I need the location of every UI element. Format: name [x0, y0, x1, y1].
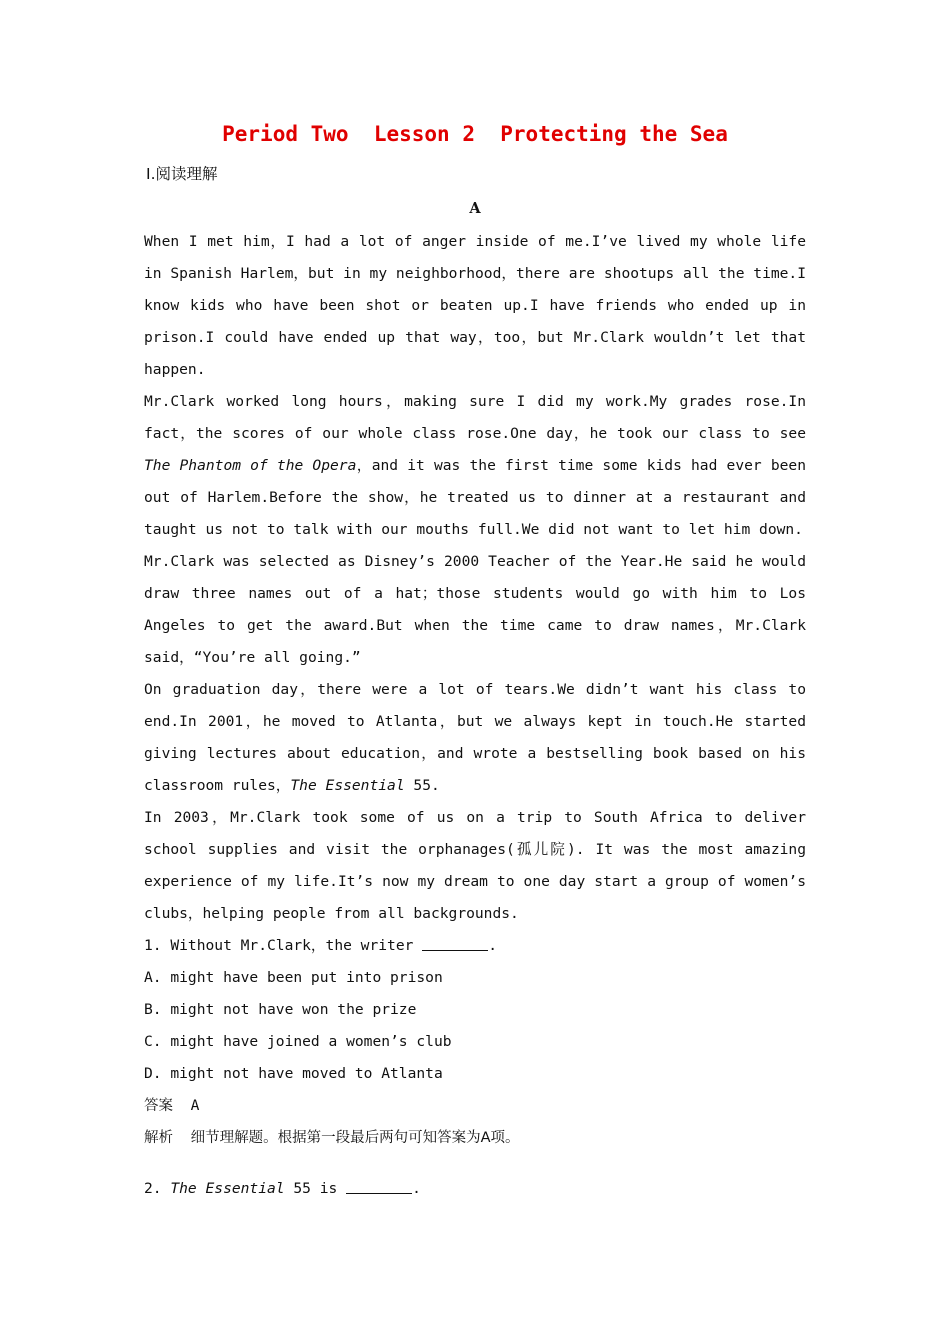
paragraph-1: When I met him，I had a lot of anger inside of me.I’ve lived my whole life in Spanish Harlem，but in my neighborhood，there are shootups all the time.I know kids who have been shot or beaten up.I have friends who ended up in prison.I could have ended up that way，too，but Mr.Clark wouldn’t let that happen. — [144, 233, 806, 378]
paragraph-3: Mr.Clark was selected as Disney’s 2000 Teacher of the Year.He said he would draw three names out of a hat；those students would go with him to Los Angeles to get the award.But when the time came to draw names，Mr.Clark said，“You’re all going.” — [144, 553, 806, 666]
option-a: A. might have been put into prison — [144, 969, 443, 986]
italic-title: The Phantom of the Opera — [144, 457, 357, 474]
answer-line: 答案 A — [144, 1097, 200, 1114]
paragraph-5: In 2003，Mr.Clark took some of us on a trip to South Africa to deliver school supplies and visit the orphanages(孤儿院). It was the most amazing experience of my life.It’s now my dream to one day start a group of women’s clubs，helping people from all backgrounds. — [144, 809, 806, 922]
answer-blank — [422, 936, 488, 951]
option-c: C. might have joined a women’s club — [144, 1033, 452, 1050]
italic-title: The Essential — [290, 777, 405, 794]
question-2-stem: 2. The Essential 55 is . — [144, 1180, 421, 1197]
option-d: D. might not have moved to Atlanta — [144, 1065, 443, 1082]
answer-blank — [346, 1179, 412, 1194]
passage-label: A — [469, 200, 481, 217]
section-heading: Ⅰ.阅读理解 — [146, 165, 218, 183]
paragraph-2: Mr.Clark worked long hours，making sure I did my work.My grades rose.In fact，the scores of our whole class rose.One day，he took our class to see The Phantom of the Opera，and it was the first time some kids had ever been out of Harlem.Before the show，he treated us to dinner at a restaurant and taught us not to talk with our mouths full.We did not want to let him down. — [144, 393, 806, 538]
paragraph-4: On graduation day，there were a lot of tears.We didn’t want his class to end.In 2001，he moved to Atlanta，but we always kept in touch.He started giving lectures about education，and wrote a bestselling book based on his classroom rules，The Essential 55. — [144, 681, 806, 794]
analysis-line: 解析 细节理解题。根据第一段最后两句可知答案为A项。 — [144, 1130, 520, 1146]
question-1-stem: 1. Without Mr.Clark，the writer . — [144, 937, 497, 954]
page-title: Period Two Lesson 2 Protecting the Sea — [222, 122, 728, 146]
passage-body — [144, 226, 806, 1154]
option-b: B. might not have won the prize — [144, 1001, 417, 1018]
